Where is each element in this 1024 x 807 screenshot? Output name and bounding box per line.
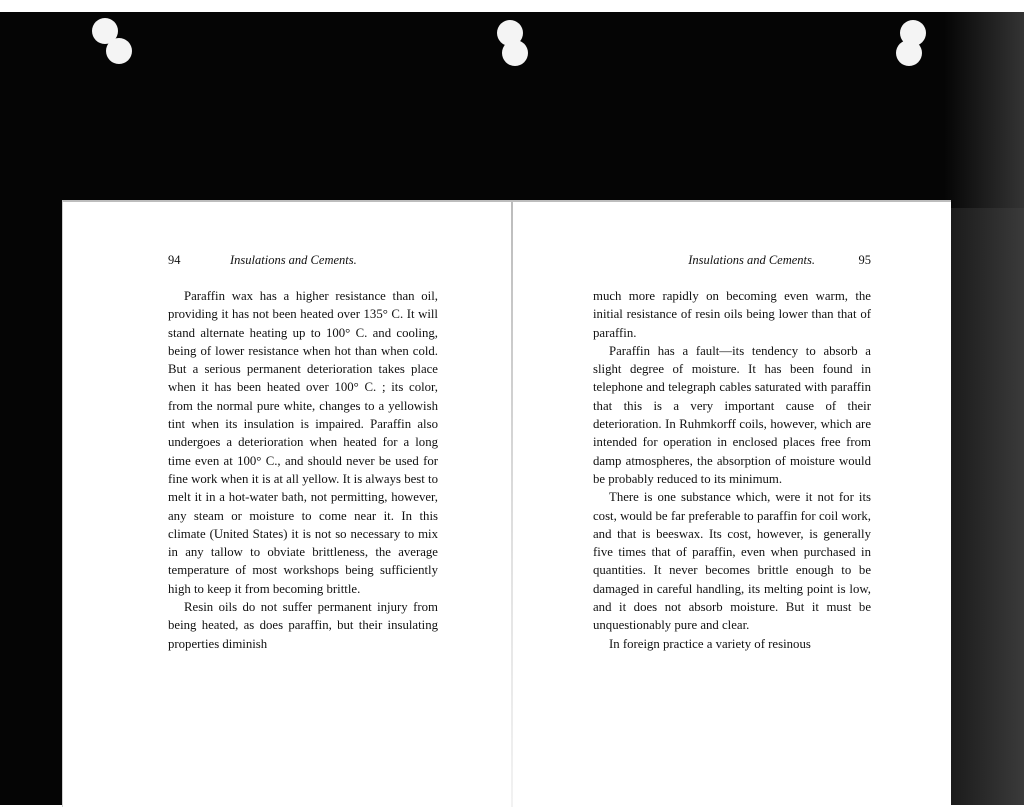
left-running-title: Insulations and Cements.: [230, 253, 357, 267]
right-paragraph-1: Paraffin has a fault—its tendency to absorb a slight degree of moisture. It has been found in telephone and telegraph cables saturated with paraffin that this is a very important cause of their deterioration. In Ruhmkorff coils, however, which are intended for operation in enclosed places free from damp atmospheres, the absorption of moisture would be probably reduced to its minimum.: [593, 343, 871, 486]
right-paragraph-3: In foreign practice a variety of resinous: [609, 636, 811, 651]
left-running-head: [168, 253, 438, 273]
left-page-body: [168, 287, 438, 653]
right-running-head: [593, 253, 871, 273]
right-page-body: [593, 287, 871, 653]
book-spread: [62, 200, 951, 807]
binder-hole-center-lower: [502, 40, 528, 66]
book-gutter: [511, 202, 513, 807]
left-page-number: 94: [168, 253, 181, 267]
left-paragraph-2: Resin oils do not suffer permanent injury from being heated, as does paraffin, but their insulating properties diminish: [168, 600, 438, 651]
right-running-title: Insulations and Cements.: [688, 253, 815, 267]
binder-hole-left-lower: [106, 38, 132, 64]
binder-hole-right-lower: [896, 40, 922, 66]
right-continued-paragraph: much more rapidly on becoming even warm, the initial resistance of resin oils being lower than that of paraffin.: [593, 289, 871, 340]
right-page: [593, 202, 871, 807]
right-page-number: 95: [858, 253, 871, 267]
page-shadow-edge: [948, 208, 1024, 805]
left-paragraph-1: Paraffin wax has a higher resistance than oil, providing it has not been heated over 135° C. It will stand alternate heating up to 100° C. and cooling, being of lower resistance when hot than when cold. But a serious permanent deterioration takes place when it has been heated over 100° C. ; its color, from the normal pure white, changes to a yellowish tint when its insulation is impaired. Paraffin also undergoes a deterioration when heated for a long time even at 100° C., and should never be used for fine work when it is at all yellow. It is always best to melt it in a hot-water bath, not permitting, however, any steam or moisture to come near it. In this climate (United States) it is not so necessary to mix in any tallow to obviate brittleness, the average temperature of most workshops being sufficiently high to keep it from becoming brittle.: [168, 289, 438, 596]
left-page: [168, 202, 438, 807]
right-paragraph-2: There is one substance which, were it not for its cost, would be far preferable to paraffin for coil work, and that is beeswax. Its cost, however, is generally five times that of paraffin, even when purchased in quantities. It never becomes brittle enough to be damaged in careful handling, its melting point is low, and it does not absorb moisture. But it must be unquestionably pure and clear.: [593, 490, 871, 633]
